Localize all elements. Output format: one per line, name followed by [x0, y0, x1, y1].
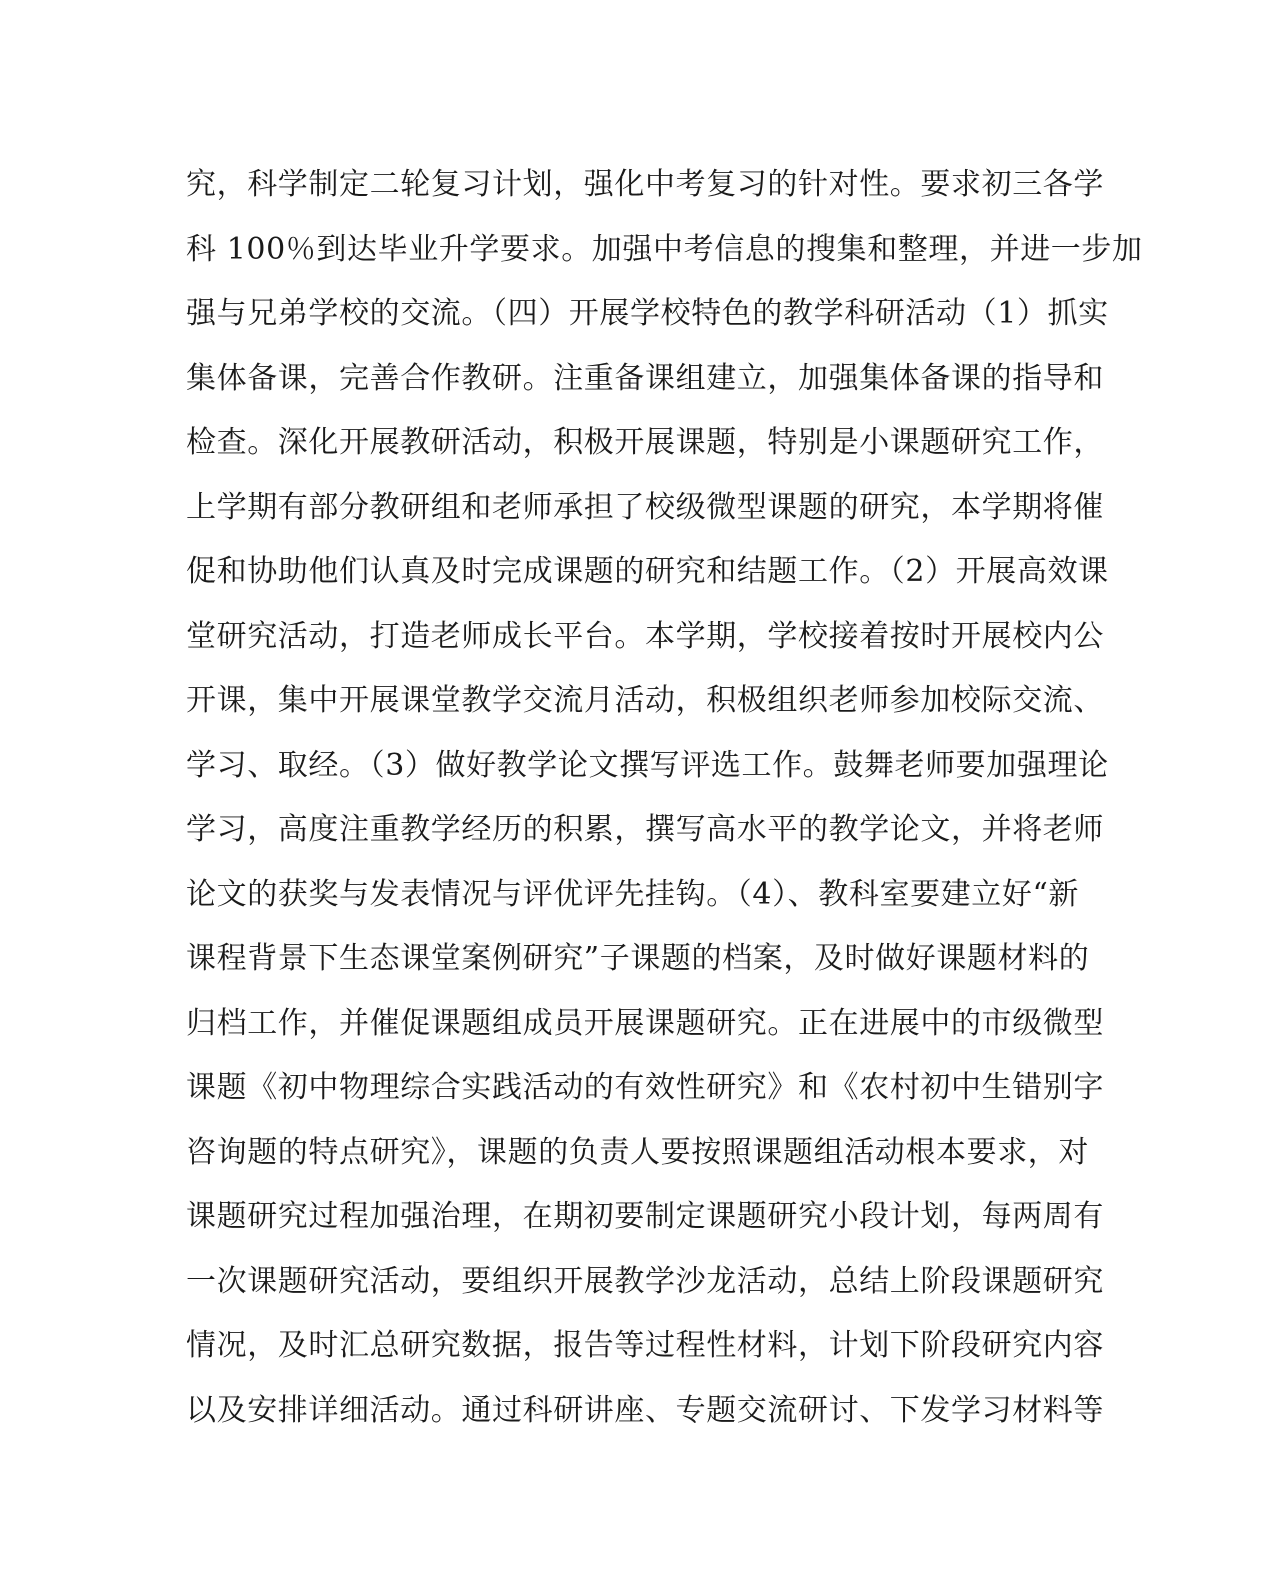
- text-line: 科 100％到达毕业升学要求。加强中考信息的搜集和整理，并进一步加: [186, 231, 1143, 267]
- body-text: [186, 159, 1143, 1449]
- text-line: 上学期有部分教研组和老师承担了校级微型课题的研究，本学期将催: [186, 489, 1104, 525]
- text-line: 归档工作，并催促课题组成员开展课题研究。正在进展中的市级微型: [186, 1005, 1104, 1041]
- text-line: 一次课题研究活动，要组织开展教学沙龙活动，总结上阶段课题研究: [186, 1263, 1104, 1299]
- text-line: 以及安排详细活动。通过科研讲座、专题交流研讨、下发学习材料等: [186, 1392, 1104, 1428]
- text-line: 课程背景下生态课堂案例研究”子课题的档案，及时做好课题材料的: [186, 941, 1090, 976]
- text-line: 究，科学制定二轮复习计划，强化中考复习的针对性。要求初三各学: [186, 167, 1104, 202]
- text-line: 促和协助他们认真及时完成课题的研究和结题工作。（2）开展高效课: [186, 554, 1109, 589]
- text-line: 检查。深化开展教研活动，积极开展课题，特别是小课题研究工作，: [186, 425, 1104, 460]
- text-line: 强与兄弟学校的交流。（四）开展学校特色的教学科研活动（1）抓实: [186, 296, 1109, 331]
- text-line: 集体备课，完善合作教研。注重备课组建立，加强集体备课的指导和: [186, 360, 1104, 396]
- text-line: 论文的获奖与发表情况与评优评先挂钩。（4）、教科室要建立好“新: [186, 876, 1080, 912]
- text-line: 课题研究过程加强治理，在期初要制定课题研究小段计划，每两周有: [186, 1199, 1104, 1234]
- text-line: 咨询题的特点研究》，课题的负责人要按照课题组活动根本要求，对: [186, 1134, 1089, 1170]
- text-line: 课题《初中物理综合实践活动的有效性研究》和《农村初中生错别字: [186, 1070, 1104, 1105]
- text-line: 学习，高度注重教学经历的积累，撰写高水平的教学论文，并将老师: [186, 812, 1104, 847]
- text-line: 堂研究活动，打造老师成长平台。本学期，学校接着按时开展校内公: [186, 618, 1104, 654]
- text-line: 情况，及时汇总研究数据，报告等过程性材料，计划下阶段研究内容: [186, 1328, 1104, 1363]
- text-line: 开课，集中开展课堂教学交流月活动，积极组织老师参加校际交流、: [186, 683, 1104, 718]
- text-line: 学习、取经。（3）做好教学论文撰写评选工作。鼓舞老师要加强理论: [186, 747, 1109, 783]
